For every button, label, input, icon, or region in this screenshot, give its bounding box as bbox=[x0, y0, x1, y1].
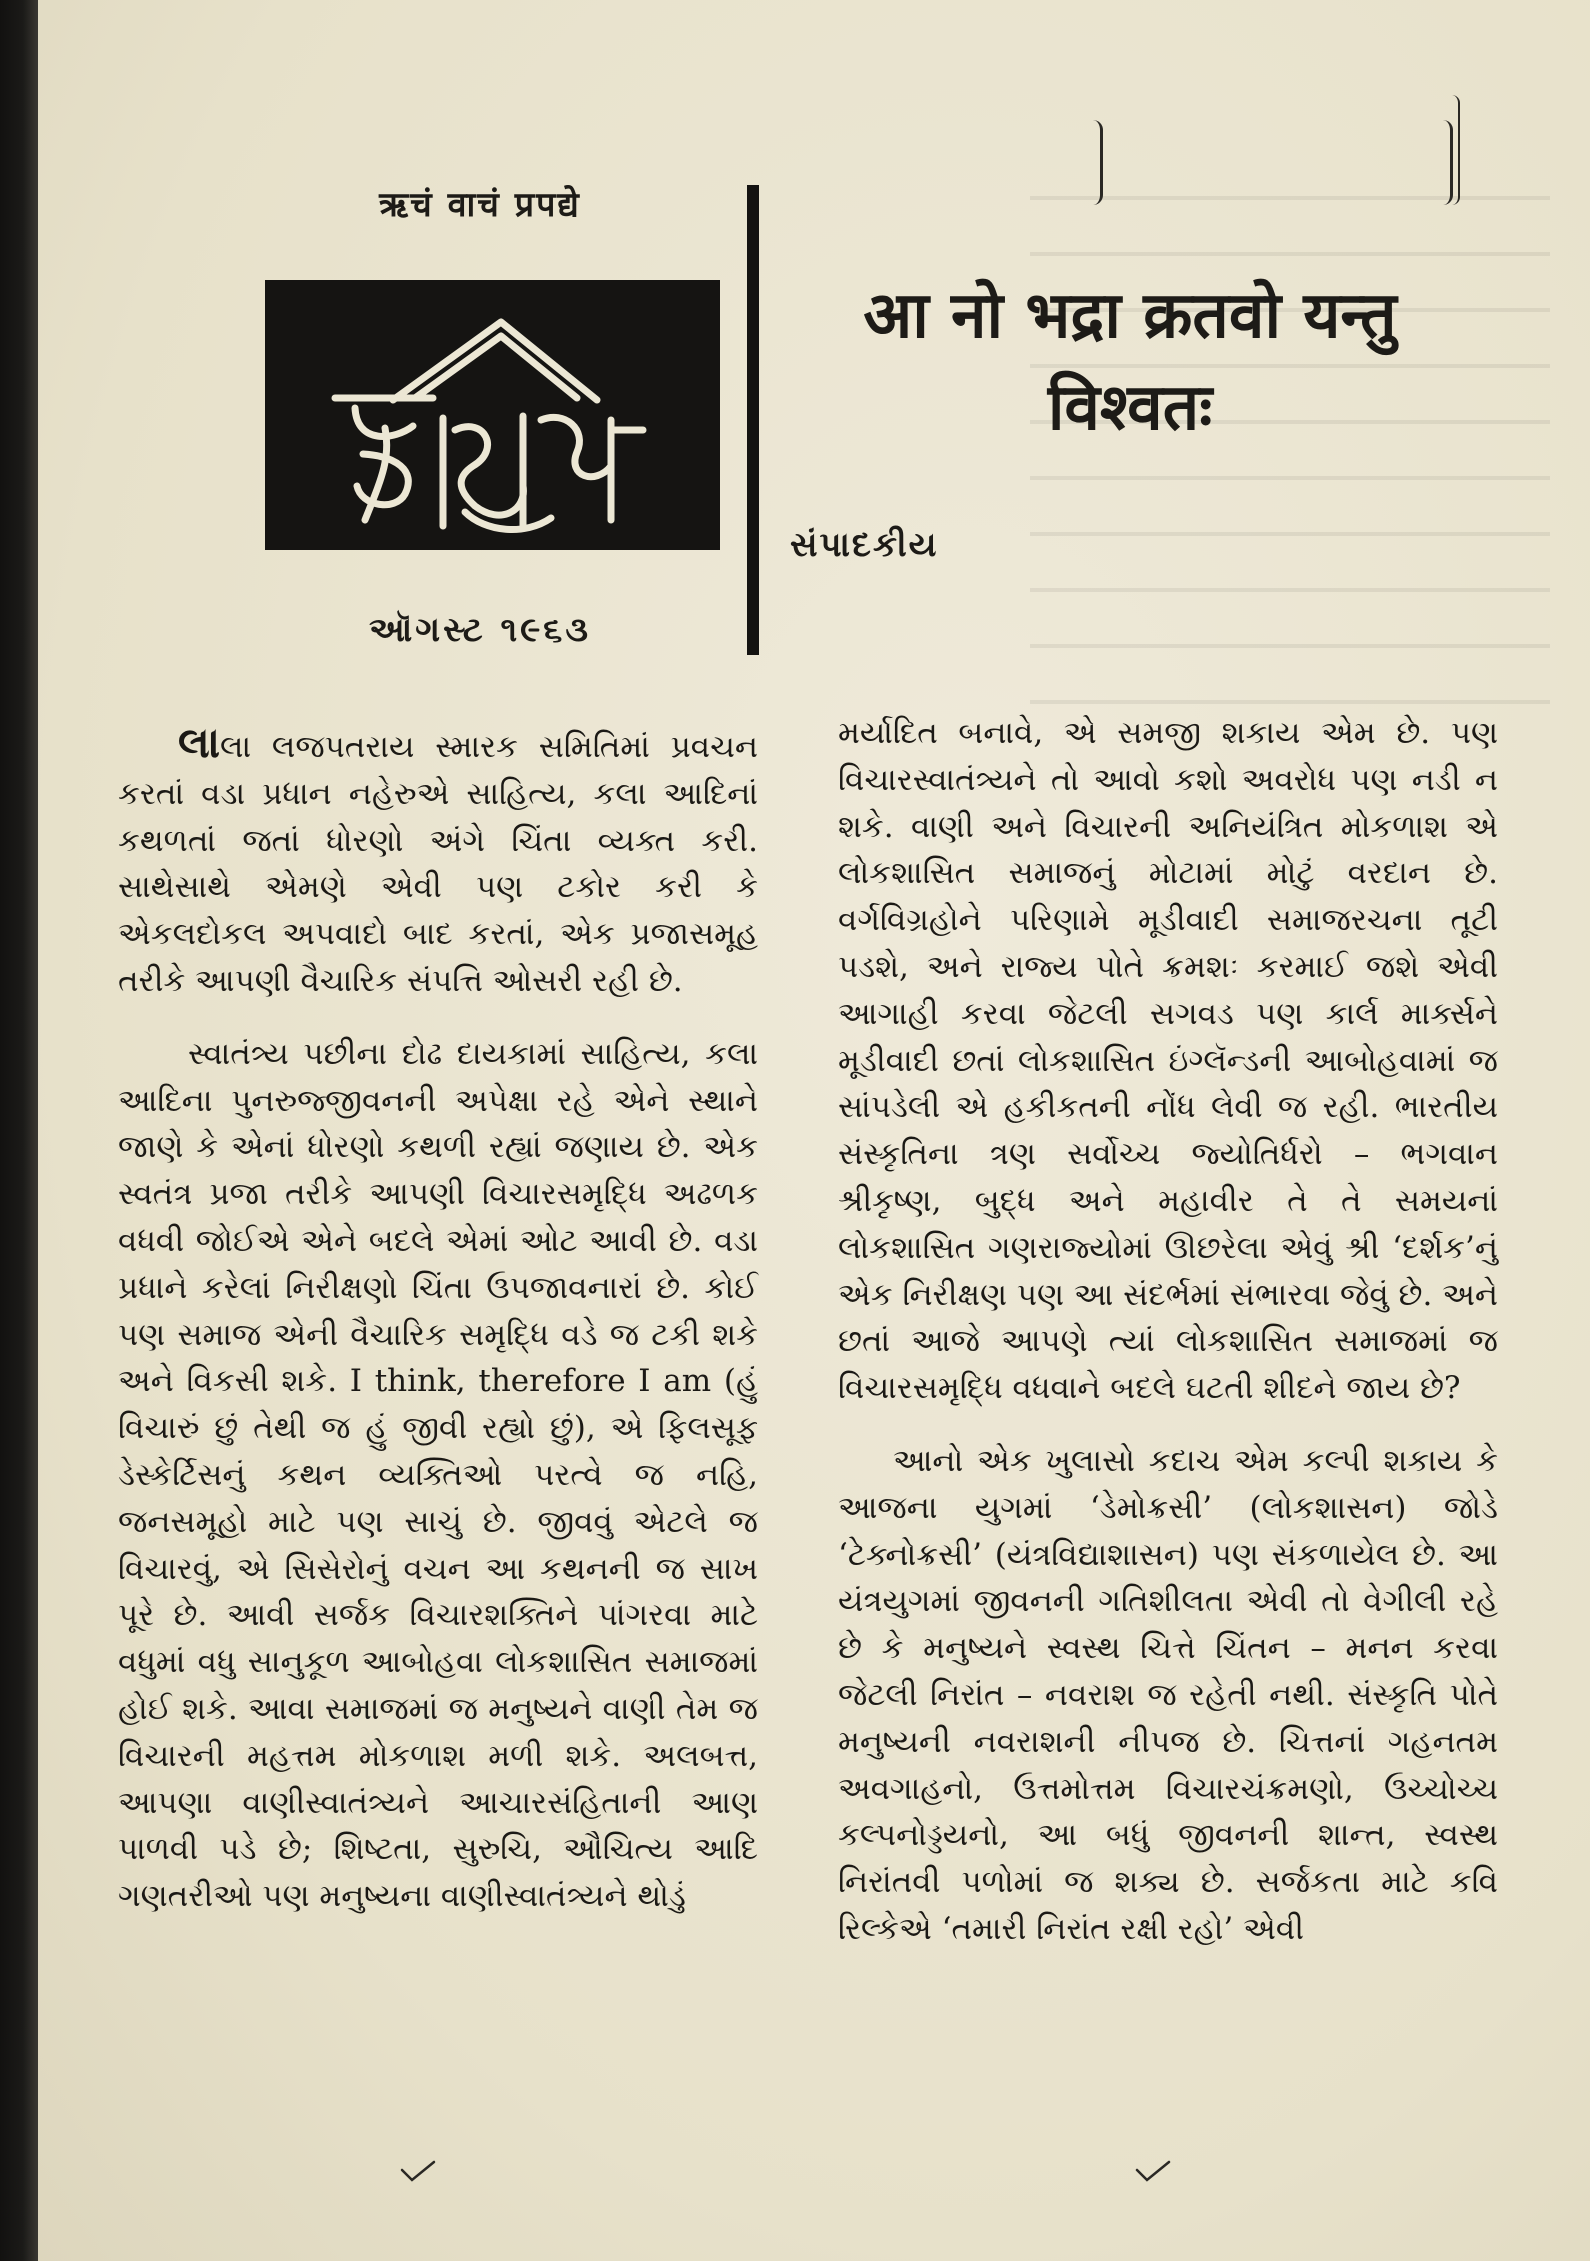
masthead-logo bbox=[265, 280, 720, 550]
article-left-column bbox=[118, 720, 758, 1920]
scan-dark-edge bbox=[0, 0, 38, 2261]
checkmark-icon bbox=[1135, 2160, 1171, 2182]
section-label: સંપાદકીય bbox=[790, 525, 939, 565]
paragraph: મર્યાદિત બનાવે, એ સમજી શકાય એમ છે. પણ વિચારસ્વાતંત્ર્યને તો આવો કશો અવરોધ પણ નડી ન શકે. વાણી અને વિચારની અનિયંત્રિત મોકળાશ એ લોકશાસિત સમાજનું મોટામાં મોટું વરદાન છે. વર્ગવિગ્રહોને પરિણામે મૂડીવાદી સમાજરચના તૂટી પડશે, અને રાજ્ય પોતે ક્રમશઃ કરમાઈ જશે એવી આગાહી કરવા જેટલી સગવડ પણ કાર્લ માર્ક્સને મૂડીવાદી છતાં લોકશાસિત ઇંગ્લૅન્ડની આબોહવામાં જ સાંપડેલી એ હકીકતની નોંધ લેવી જ રહી. ભારતીય સંસ્કૃતિના ત્રણ સર્વોચ્ચ જ્યોતિર્ધરો – ભગવાન શ્રીકૃષ્ણ, બુદ્ધ અને મહાવીર તે તે સમયનાં લોકશાસિત ગણરાજ્યોમાં ઊછરેલા એવું શ્રી ‘દર્શક’નું એક નિરીક્ષણ પણ આ સંદર્ભમાં સંભારવા જેવું છે. અને છતાં આજે આપણે ત્યાં લોકશાસિત સમાજમાં જ વિચારસમૃદ્ધિ વધવાને બદલે ઘટતી શીદને જાય છે? bbox=[838, 715, 1498, 1407]
logo-lettering-graphic bbox=[265, 280, 720, 550]
vertical-rule bbox=[747, 185, 759, 655]
page-mark bbox=[1090, 120, 1103, 205]
paragraph bbox=[118, 720, 758, 1005]
article-right-column bbox=[838, 710, 1498, 1953]
masthead-motto: ऋचं वाचं प्रपद्ये bbox=[379, 185, 581, 225]
editorial-title-line2: विश्वतः bbox=[1047, 370, 1213, 445]
editorial-title-line1: आ नो भद्रा क्रतवो यन्तु bbox=[863, 278, 1397, 353]
paragraph: સ્વાતંત્ર્ય પછીના દોઢ દાયકામાં સાહિત્ય, કલા આદિના પુનરુજ્જીવનની અપેક્ષા રહે એને સ્થાને જાણે કે એનાં ધોરણો કથળી રહ્યાં જણાય છે. એક સ્વતંત્ર પ્રજા તરીકે આપણી વિચારસમૃદ્ધિ અઢળક વધવી જોઈએ એને બદલે એમાં ઓટ આવી છે. વડા પ્રધાને કરેલાં નિરીક્ષણો ચિંતા ઉપજાવનારાં છે. કોઈ પણ સમાજ એની વૈચારિક સમૃદ્ધિ વડે જ ટકી શકે અને વિકસી શકે. I think, therefore I am (હું વિચારું છું તેથી જ હું જીવી રહ્યો છું), એ ફિલસૂફ ડેસ્કેર્ટિસનું કથન વ્યક્તિઓ પરત્વે જ નહિ, જનસમૂહો માટે પણ સાચું છે. જીવવું એટલે જ વિચારવું, એ સિસેરોનું વચન આ કથનની જ સાખ પૂરે છે. આવી સર્જક વિચારશક્તિને પાંગરવા માટે વધુમાં વધુ સાનુકૂળ આબોહવા લોકશાસિત સમાજમાં હોઈ શકે. આવા સમાજમાં જ મનુષ્યને વાણી તેમ જ વિચારની મહત્તમ મોકળાશ મળી શકે. અલબત્ત, આપણા વાણીસ્વાતંત્ર્યને આચારસંહિતાની આણ પાળવી પડે છે; શિષ્ટતા, સુરુચિ, ઔચિત્ય આદિ ગણતરીઓ પણ મનુષ્યના વાણીસ્વાતંત્ર્યને થોડું bbox=[118, 1035, 758, 1915]
drop-cap: લા bbox=[178, 718, 221, 767]
paragraph: આનો એક ખુલાસો કદાચ એમ કલ્પી શકાય કે આજના યુગમાં ‘ડેમોક્રસી’ (લોકશાસન) જોડે ‘ટેક્નોક્રસી’ (યંત્રવિદ્યાશાસન) પણ સંકળાયેલ છે. આ યંત્રયુગમાં જીવનની ગતિશીલતા એવી તો વેગીલી રહે છે કે મનુષ્યને સ્વસ્થ ચિત્તે ચિંતન – મનન કરવા જેટલી નિરાંત – નવરાશ જ રહેતી નથી. સંસ્કૃતિ પોતે મનુષ્યની નવરાશની નીપજ છે. ચિત્તનાં ગહનતમ અવગાહનો, ઉત્તમોત્તમ વિચારચંક્રમણો, ઉચ્ચોચ્ચ કલ્પનોડ્ડયનો, આ બધું જીવનની શાન્ત, સ્વસ્થ નિરાંતવી પળોમાં જ શક્ય છે. સર્જકતા માટે કવિ રિલ્કેએ ‘તમારી નિરાંત રક્ષી રહો’ એવી bbox=[838, 1442, 1498, 1947]
paragraph-text: લા લજપતરાય સ્મારક સમિતિમાં પ્રવચન કરતાં વડા પ્રધાન નહેરુએ સાહિત્ય, કલા આદિનાં કથળતાં જતાં ધોરણો અંગે ચિંતા વ્યક્ત કરી. સાથેસાથે એમણે એવી પણ ટકોર કરી કે એકલદોકલ અપવાદો બાદ કરતાં, એક પ્રજાસમૂહ તરીકે આપણી વૈચારિક સંપત્તિ ઓસરી રહી છે. bbox=[118, 729, 758, 999]
checkmark-icon bbox=[400, 2160, 436, 2182]
editorial-title bbox=[790, 270, 1470, 454]
issue-date: ઑગસ્ટ ૧૯૬૩ bbox=[369, 610, 591, 650]
page-mark bbox=[1452, 95, 1460, 205]
